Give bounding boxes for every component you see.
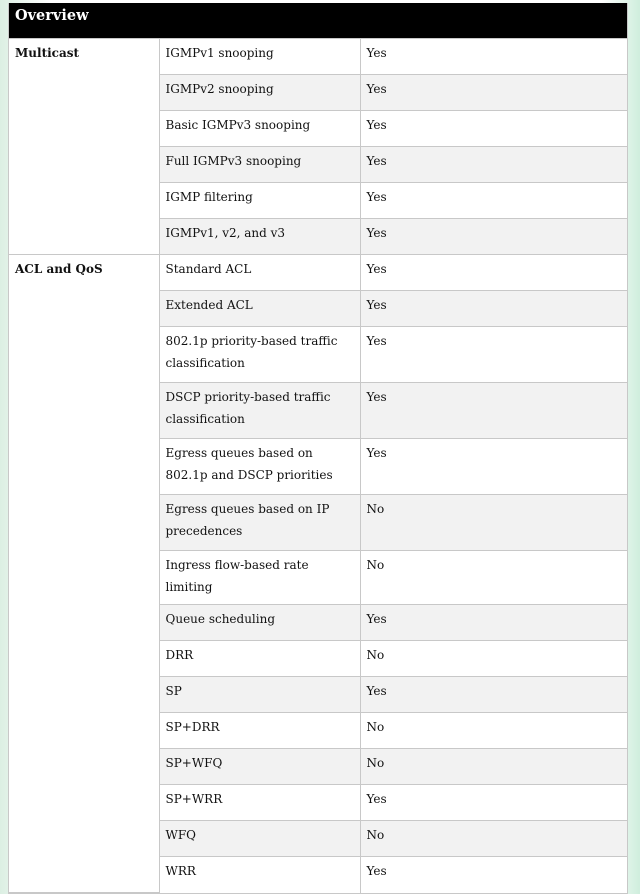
value-cell: Yes	[360, 785, 627, 821]
value-cell: No	[360, 821, 627, 857]
feature-table	[9, 38, 627, 893]
value-cell: Yes	[360, 39, 627, 75]
feature-cell: Extended ACL	[159, 291, 360, 327]
value-cell: Yes	[360, 327, 627, 383]
feature-cell: SP+DRR	[159, 713, 360, 749]
feature-cell: IGMPv2 snooping	[159, 75, 360, 111]
value-cell: Yes	[360, 147, 627, 183]
value-cell: No	[360, 551, 627, 605]
value-cell: No	[360, 749, 627, 785]
feature-table-container	[8, 3, 628, 894]
feature-cell: IGMP filtering	[159, 183, 360, 219]
value-cell: Yes	[360, 677, 627, 713]
feature-cell: Standard ACL	[159, 255, 360, 291]
group-label-acl-qos: ACL and QoS	[9, 255, 159, 893]
feature-cell: Queue scheduling	[159, 605, 360, 641]
value-cell: Yes	[360, 383, 627, 439]
feature-cell: SP+WRR	[159, 785, 360, 821]
feature-cell: SP+WFQ	[159, 749, 360, 785]
feature-cell: WRR	[159, 857, 360, 893]
feature-cell: 802.1p priority-based traffic classification	[159, 327, 360, 383]
value-cell: Yes	[360, 183, 627, 219]
feature-cell: Full IGMPv3 snooping	[159, 147, 360, 183]
value-cell: No	[360, 641, 627, 677]
value-cell: No	[360, 495, 627, 551]
feature-cell: Basic IGMPv3 snooping	[159, 111, 360, 147]
value-cell: Yes	[360, 439, 627, 495]
feature-cell: Egress queues based on IP precedences	[159, 495, 360, 551]
feature-cell: Ingress flow-based rate limiting	[159, 551, 360, 605]
value-cell: Yes	[360, 291, 627, 327]
value-cell: Yes	[360, 255, 627, 291]
table-row	[9, 39, 627, 75]
value-cell: Yes	[360, 857, 627, 893]
group-label-multicast: Multicast	[9, 39, 159, 255]
table-title: Overview	[9, 3, 627, 38]
value-cell: Yes	[360, 219, 627, 255]
feature-cell: DSCP priority-based traffic classification	[159, 383, 360, 439]
feature-cell: SP	[159, 677, 360, 713]
table-row	[9, 255, 627, 291]
value-cell: Yes	[360, 605, 627, 641]
feature-cell: IGMPv1 snooping	[159, 39, 360, 75]
value-cell: Yes	[360, 75, 627, 111]
feature-cell: DRR	[159, 641, 360, 677]
feature-cell: WFQ	[159, 821, 360, 857]
feature-cell: IGMPv1, v2, and v3	[159, 219, 360, 255]
value-cell: Yes	[360, 111, 627, 147]
value-cell: No	[360, 713, 627, 749]
feature-cell: Egress queues based on 802.1p and DSCP priorities	[159, 439, 360, 495]
